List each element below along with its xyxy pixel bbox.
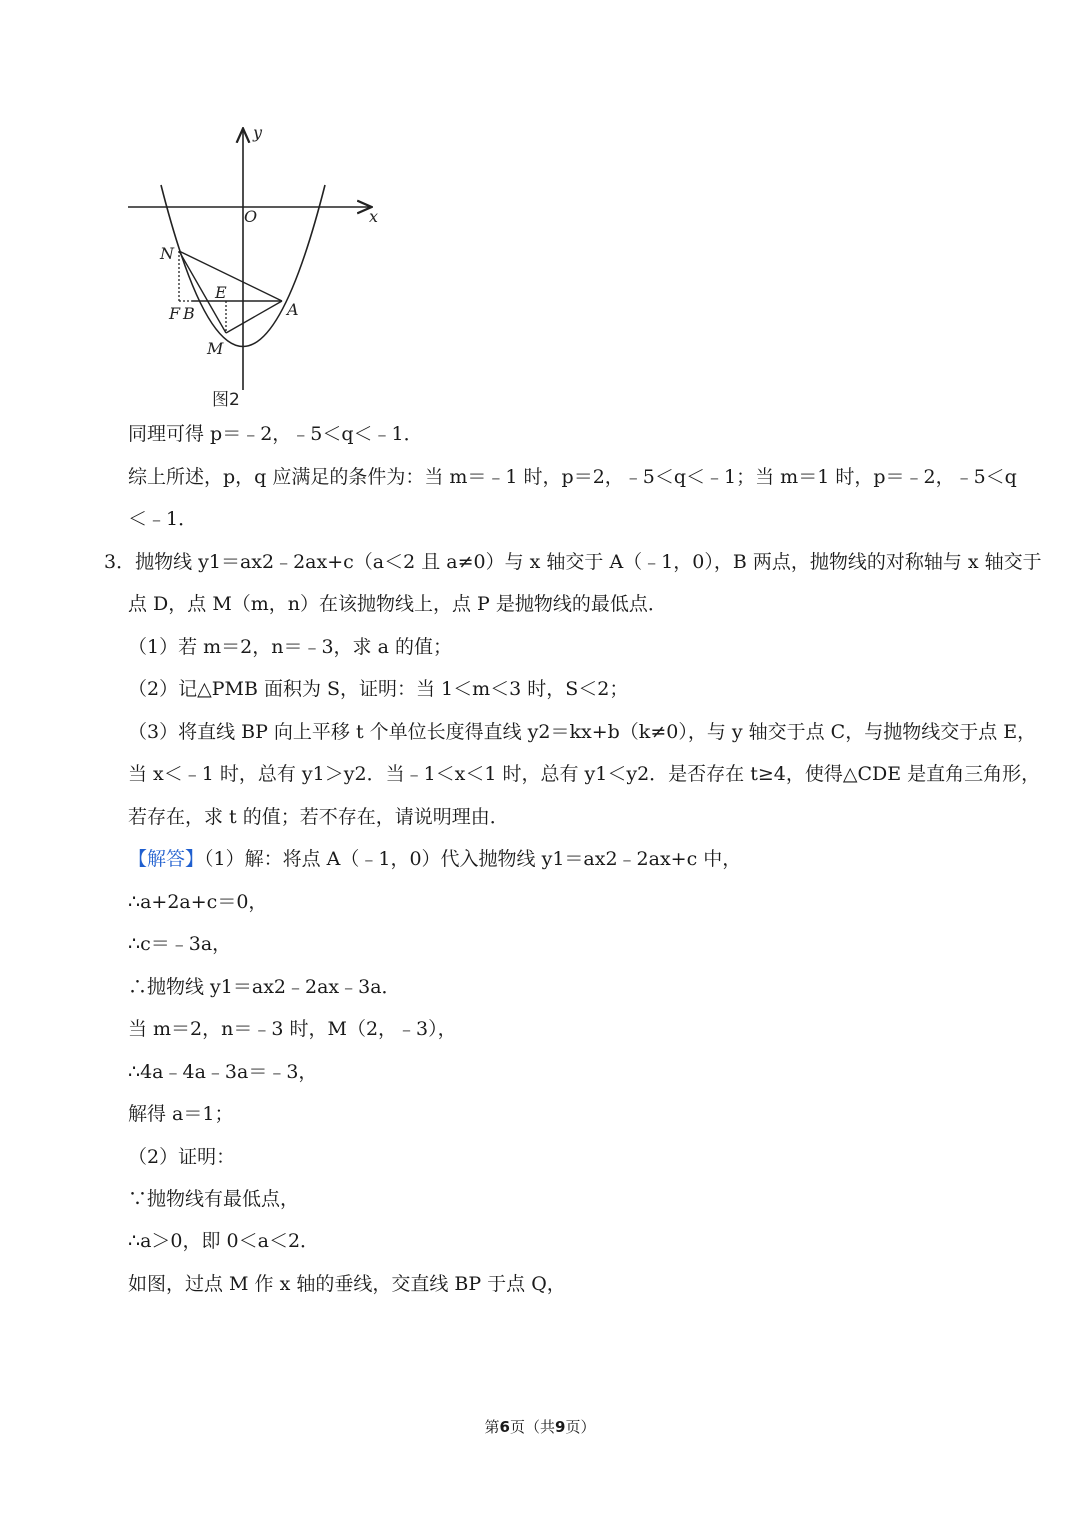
total-pages: 9 [555, 1418, 566, 1436]
text-line: 综上所述，p，q 应满足的条件为：当 m＝﹣1 时，p＝2，﹣5＜q＜﹣1；当 m＝1 时，p＝﹣2，﹣5＜q [128, 466, 1017, 488]
label-x: x [369, 207, 379, 226]
label-N: N [160, 244, 174, 263]
page-footer [0, 1416, 1080, 1437]
footer-suffix: 页） [565, 1418, 596, 1436]
parabola-figure [120, 118, 390, 416]
text-line: 解得 a＝1； [128, 1103, 234, 1125]
page-number: 6 [499, 1418, 510, 1436]
text-line: 点 D，点 M（m，n）在该抛物线上，点 P 是抛物线的最低点． [128, 593, 667, 615]
label-E: E [215, 283, 227, 302]
label-M: M [207, 339, 224, 358]
text-line: ∵抛物线有最低点， [128, 1188, 300, 1210]
footer-prefix: 第 [484, 1418, 500, 1436]
label-F: F [169, 304, 181, 323]
question-3-stem: 3．抛物线 y1＝ax2﹣2ax+c（a＜2 且 a≠0）与 x 轴交于 A（﹣1，0），B 两点，抛物线的对称轴与 x 轴交于 [104, 551, 1042, 573]
label-y: y [253, 123, 263, 142]
text-line: 如图，过点 M 作 x 轴的垂线，交直线 BP 于点 Q， [128, 1273, 566, 1295]
answer-tag: 【解答】 [128, 848, 205, 870]
text-line: 当 m＝2，n＝﹣3 时，M（2，﹣3）， [128, 1018, 457, 1040]
text-line: ∴c＝﹣3a， [128, 933, 232, 955]
text-line: 若存在，求 t 的值；若不存在，请说明理由． [128, 806, 509, 828]
text-line: 当 x＜﹣1 时，总有 y1＞y2．当﹣1＜x＜1 时，总有 y1＜y2．是否存在 t≥4，使得△CDE 是直角三角形， [128, 763, 1041, 785]
segment-NA [179, 251, 282, 301]
label-B: B [183, 304, 195, 323]
label-O: O [244, 207, 258, 226]
text-line: 同理可得 p＝﹣2，﹣5＜q＜﹣1． [128, 423, 423, 445]
answer-text: （1）解：将点 A（﹣1，0）代入抛物线 y1＝ax2﹣2ax+c 中， [204, 848, 742, 870]
label-A: A [287, 300, 299, 319]
text-line: ＜﹣1． [128, 508, 198, 530]
question-part-2: （2）记△PMB 面积为 S，证明：当 1＜m＜3 时，S＜2； [128, 678, 629, 700]
text-line: ∴抛物线 y1＝ax2﹣2ax﹣3a． [128, 976, 401, 998]
question-part-1: （1）若 m＝2，n＝﹣3，求 a 的值； [128, 636, 452, 658]
text-line: ∴4a﹣4a﹣3a＝﹣3， [128, 1061, 318, 1083]
segment-MA [226, 301, 282, 333]
text-line: ∴a＞0，即 0＜a＜2． [128, 1230, 320, 1252]
figure-caption: 图2 [212, 390, 240, 410]
text-line: ∴a+2a+c＝0， [128, 891, 268, 913]
question-part-3: （3）将直线 BP 向上平移 t 个单位长度得直线 y2＝kx+b（k≠0），与 y 轴交于点 C，与抛物线交于点 E， [128, 721, 1037, 743]
answer-line [128, 847, 741, 871]
text-line: （2）证明： [128, 1146, 236, 1168]
footer-middle: 页（共 [509, 1418, 555, 1436]
